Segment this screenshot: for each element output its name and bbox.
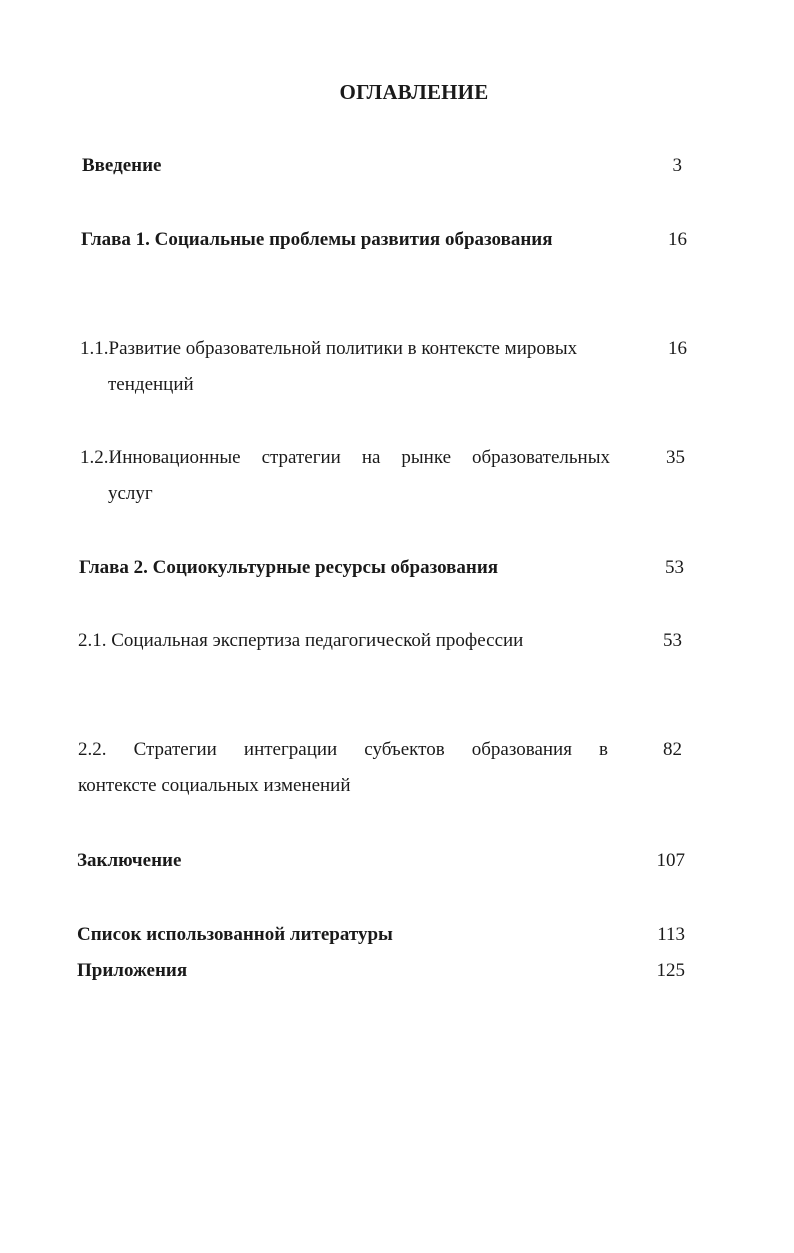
toc-entry-chapter-2[interactable] [79, 550, 685, 586]
toc-entry-conclusion[interactable] [77, 843, 685, 879]
toc-entry-label-continued: услуг [108, 483, 153, 504]
toc-entry-label: 1.2.Инновационные стратегии на рынке образовательных [80, 447, 610, 468]
toc-entry-label-continued: контексте социальных изменений [78, 775, 351, 796]
toc-page-number: 16 [668, 229, 687, 250]
toc-entry-label: Список использованной литературы [77, 924, 393, 945]
toc-entry-appendices[interactable] [77, 953, 685, 989]
toc-entry-section-1-1[interactable] [80, 331, 687, 403]
toc-entry-references[interactable] [77, 917, 685, 953]
toc-entry-label: Приложения [77, 960, 188, 981]
toc-page-number: 35 [666, 447, 685, 468]
toc-entry-label: Глава 1. Социальные проблемы развития образования [81, 229, 553, 250]
toc-page-number: 53 [665, 557, 684, 578]
toc-entry-section-2-1[interactable] [78, 623, 684, 659]
toc-page-number: 3 [672, 155, 682, 176]
toc-entry-section-1-2[interactable] [80, 440, 687, 512]
toc-entry-label: Глава 2. Социокультурные ресурсы образования [79, 557, 499, 578]
toc-page-number: 113 [657, 924, 685, 945]
toc-entry-section-2-2[interactable] [78, 732, 684, 804]
toc-entry-intro[interactable] [82, 148, 688, 184]
toc-entry-label: Введение [82, 155, 162, 176]
toc-page-number: 82 [663, 739, 682, 760]
toc-entry-chapter-1[interactable] [81, 222, 687, 258]
page-title: ОГЛАВЛЕНИЕ [339, 80, 489, 104]
toc-page-number: 107 [656, 850, 685, 871]
toc-entry-label-continued: тенденций [108, 374, 194, 395]
toc-entry-label: 1.1.Развитие образовательной политики в контексте мировых [80, 338, 578, 359]
toc-page-number: 125 [656, 960, 685, 981]
toc-entry-label: 2.2. Стратегии интеграции субъектов образования в [78, 739, 608, 760]
toc-page-number: 53 [663, 630, 682, 651]
toc-entry-label: 2.1. Социальная экспертиза педагогической профессии [78, 630, 524, 651]
toc-page-number: 16 [668, 338, 687, 359]
toc-entry-label: Заключение [77, 850, 182, 871]
